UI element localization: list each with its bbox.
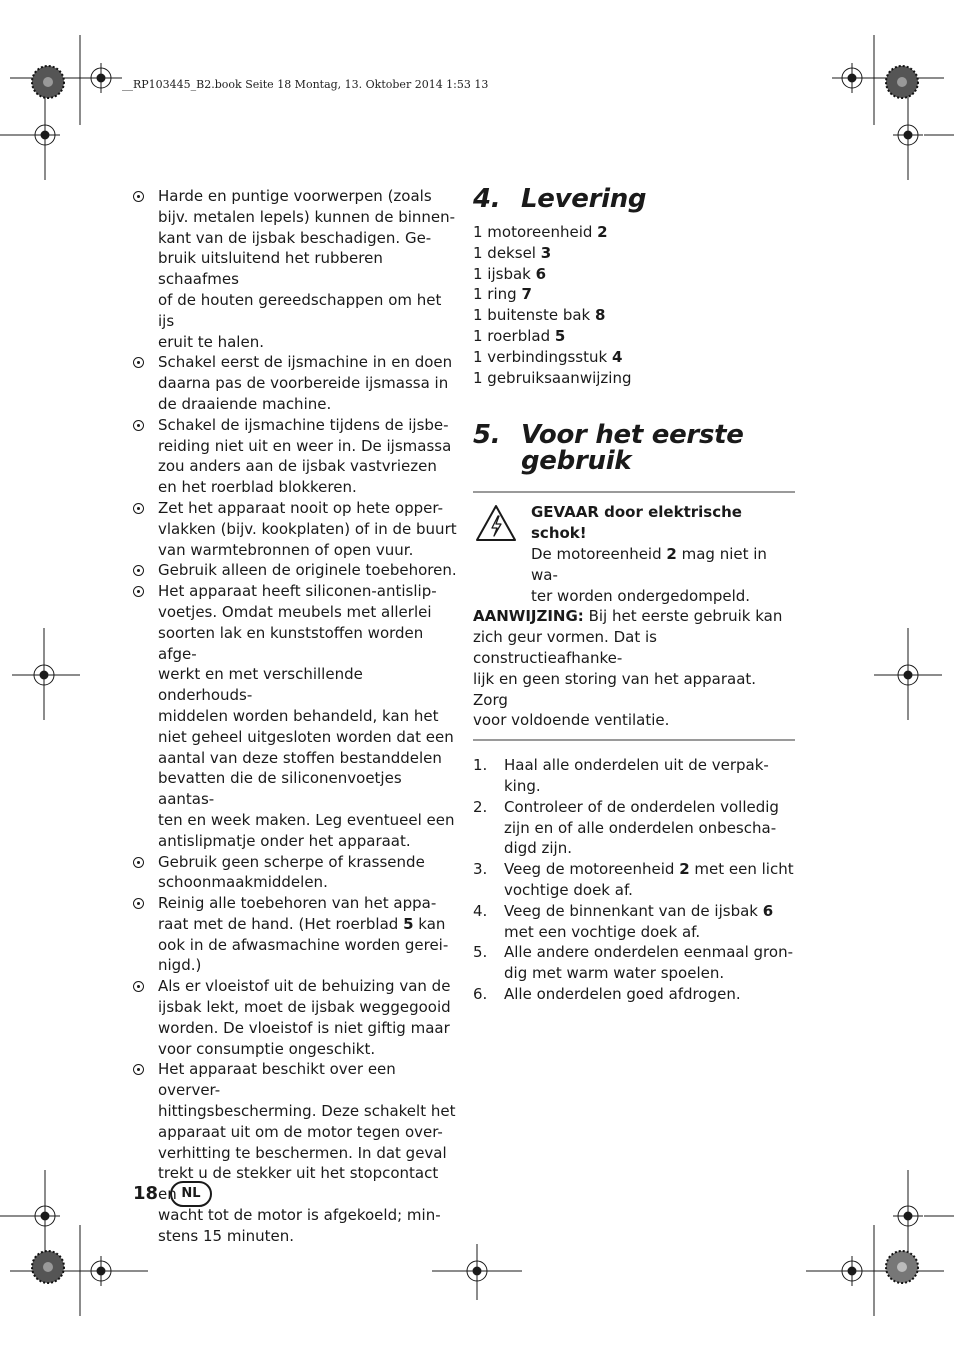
bullet-icon — [133, 857, 144, 868]
delivery-item — [473, 243, 795, 264]
bullet-item — [130, 893, 458, 976]
bullet-item — [130, 352, 458, 414]
bullet-icon — [133, 191, 144, 202]
delivery-item — [473, 347, 795, 368]
step-item — [473, 797, 795, 859]
note — [473, 606, 795, 731]
step-item — [473, 755, 795, 797]
delivery-item-text: 1 ring — [473, 285, 522, 304]
bullet-text: Het apparaat heeft siliconen-antislip- voetjes. Omdat meubels met allerlei soorten lak en kunststoffen worden afge- werkt en met verschillende onderhouds- middelen worden behandeld, kan het niet geheel uitgesloten worden dat een aantal van deze stoffen bestanddelen bevatten die de siliconenvoetjes aantas- ten en week maken. Leg eventueel een antislipmatje onder het apparaat. — [158, 582, 455, 850]
part-ref: 6 — [535, 264, 547, 283]
step-number: 5. — [473, 943, 488, 962]
safety-bullet-list — [130, 186, 458, 1247]
bullet-item — [130, 560, 458, 581]
bullet-text: Schakel de ijsmachine tijdens de ijsbe- reiding niet uit en weer in. De ijsmassa zou anders aan de ijsbak vastvriezen en het roerblad blokkeren. — [158, 415, 452, 497]
danger-warning — [473, 502, 795, 606]
delivery-item-text: 1 roerblad — [473, 326, 555, 345]
left-column — [130, 186, 458, 1247]
electric-shock-warning-icon — [475, 504, 517, 548]
delivery-item — [473, 305, 795, 326]
part-ref: 3 — [540, 243, 552, 262]
delivery-item-text: 1 buitenste bak — [473, 306, 595, 325]
bullet-text: Zet het apparaat nooit op hete opper- vlakken (bijv. kookplaten) of in de buurt van warmtebronnen of open vuur. — [158, 498, 457, 559]
step-number: 1. — [473, 756, 488, 775]
bullet-icon — [133, 420, 144, 431]
delivery-item-text: 1 motoreenheid — [473, 223, 598, 241]
step-item — [473, 859, 795, 901]
warning-heading-line1: GEVAAR door elektrische — [531, 503, 742, 522]
warning-body-text: De motoreenheid — [531, 544, 667, 563]
bullet-text: Schakel eerst de ijsmachine in en doen daarna pas de voorbereide ijsmassa in de draaiende machine. — [158, 353, 453, 413]
delivery-list — [473, 222, 795, 388]
bullet-text: Reinig alle toebehoren van het appa- raat met de hand. (Het roerblad 5 kan ook in de afwasmachine worden gerei- nigd.) — [158, 894, 449, 975]
preparation-steps — [473, 755, 795, 1005]
part-ref: 2 — [679, 860, 690, 879]
bullet-text: Gebruik geen scherpe of krassende schoonmaakmiddelen. — [158, 852, 425, 892]
part-ref: 2 — [597, 223, 608, 241]
bullet-item — [130, 581, 458, 851]
step-item — [473, 984, 795, 1005]
bullet-text: Gebruik alleen de originele toebehoren. — [158, 561, 457, 580]
page-number: 18 — [133, 1183, 159, 1204]
delivery-item — [473, 264, 795, 285]
step-text: Alle andere onderdelen eenmaal gron- dig met warm water spoelen. — [504, 943, 793, 983]
bullet-text: Het apparaat beschikt over een overver- hittingsbescherming. Deze schakelt het apparaat uit om de motor tegen over- verhitting te beschermen. In dat geval trekt u de stekker uit het stopcontact en wacht tot de motor is afgekoeld; min- stens 15 minuten. — [158, 1060, 456, 1245]
section-title: Levering — [521, 184, 647, 214]
part-ref: 4 — [611, 347, 623, 366]
bullet-item — [130, 1059, 458, 1246]
bullet-icon — [133, 586, 144, 597]
section-heading-levering — [473, 186, 795, 212]
step-text: Controleer of de onderdelen volledig zijn en of alle onderdelen onbescha- digd zijn. — [504, 797, 779, 858]
delivery-item — [473, 222, 795, 243]
step-text: met een licht vochtige doek af. — [504, 860, 794, 899]
delivery-item — [473, 368, 795, 389]
delivery-item — [473, 284, 795, 305]
part-ref: 6 — [762, 901, 774, 920]
bullet-item — [130, 415, 458, 498]
step-item — [473, 942, 795, 984]
bullet-icon — [133, 1064, 144, 1075]
part-ref: 2 — [666, 544, 677, 563]
step-text: Veeg de motoreenheid — [504, 860, 680, 879]
right-column — [473, 186, 795, 1005]
step-text: Haal alle onderdelen uit de verpak- king. — [504, 756, 769, 795]
section-number: 4. — [473, 184, 501, 214]
delivery-item-text: 1 deksel — [473, 243, 541, 262]
bullet-item — [130, 852, 458, 894]
bullet-item — [130, 976, 458, 1059]
bullet-item — [130, 186, 458, 352]
delivery-item-text: 1 verbindingsstuk — [473, 347, 612, 366]
language-badge: NL — [170, 1181, 212, 1207]
bullet-icon — [133, 981, 144, 992]
warning-body-text: mag niet in wa- ter worden ondergedompeld. — [531, 544, 767, 605]
bullet-item — [130, 498, 458, 560]
warning-body — [531, 544, 795, 606]
bullet-icon — [133, 898, 144, 909]
delivery-item-text: 1 ijsbak — [473, 264, 536, 283]
step-item — [473, 901, 795, 943]
delivery-item-text: 1 gebruiksaanwijzing — [473, 368, 632, 387]
print-file-info: __RP103445_B2.book Seite 18 Montag, 13. Oktober 2014 1:53 13 — [122, 78, 489, 91]
part-ref: 5 — [554, 326, 566, 345]
section-heading-eerste-gebruik — [473, 420, 795, 477]
step-text: met een vochtige doek af. — [504, 922, 701, 941]
warning-heading-line2: schok! — [531, 524, 587, 543]
note-label: AANWIJZING: — [473, 607, 584, 626]
section-title-line2: gebruik — [521, 446, 632, 477]
note-text: Bij het eerste gebruik kan zich geur vormen. Dat is constructieafhanke- lijk en geen storing van het apparaat. Zorg voor voldoende ventilatie. — [473, 607, 783, 730]
section-title-line1: Voor het eerste — [521, 420, 744, 451]
bullet-text: Harde en puntige voorwerpen (zoals bijv. metalen lepels) kunnen de binnen- kant van de ijsbak beschadigen. Ge- bruik uitsluitend het rubberen schaafmes of de houten gereedschappen om het ijs eruit te halen. — [158, 187, 456, 351]
bullet-icon — [133, 565, 144, 576]
delivery-item — [473, 326, 795, 347]
bullet-text: Als er vloeistof uit de behuizing van de ijsbak lekt, moet de ijsbak weggegooid worden. De vloeistof is niet giftig maar voor consumptie ongeschikt. — [158, 977, 451, 1058]
step-number: 4. — [473, 901, 488, 920]
part-ref: 8 — [595, 306, 606, 325]
bullet-icon — [133, 503, 144, 514]
step-text: Veeg de binnenkant van de ijsbak — [504, 901, 763, 920]
part-ref: 7 — [521, 285, 532, 304]
step-number: 2. — [473, 797, 488, 816]
bullet-icon — [133, 357, 144, 368]
section-number: 5. — [473, 420, 501, 451]
step-number: 3. — [473, 860, 488, 879]
step-number: 6. — [473, 984, 488, 1003]
warning-box — [473, 491, 795, 741]
step-text: Alle onderdelen goed afdrogen. — [504, 984, 741, 1003]
